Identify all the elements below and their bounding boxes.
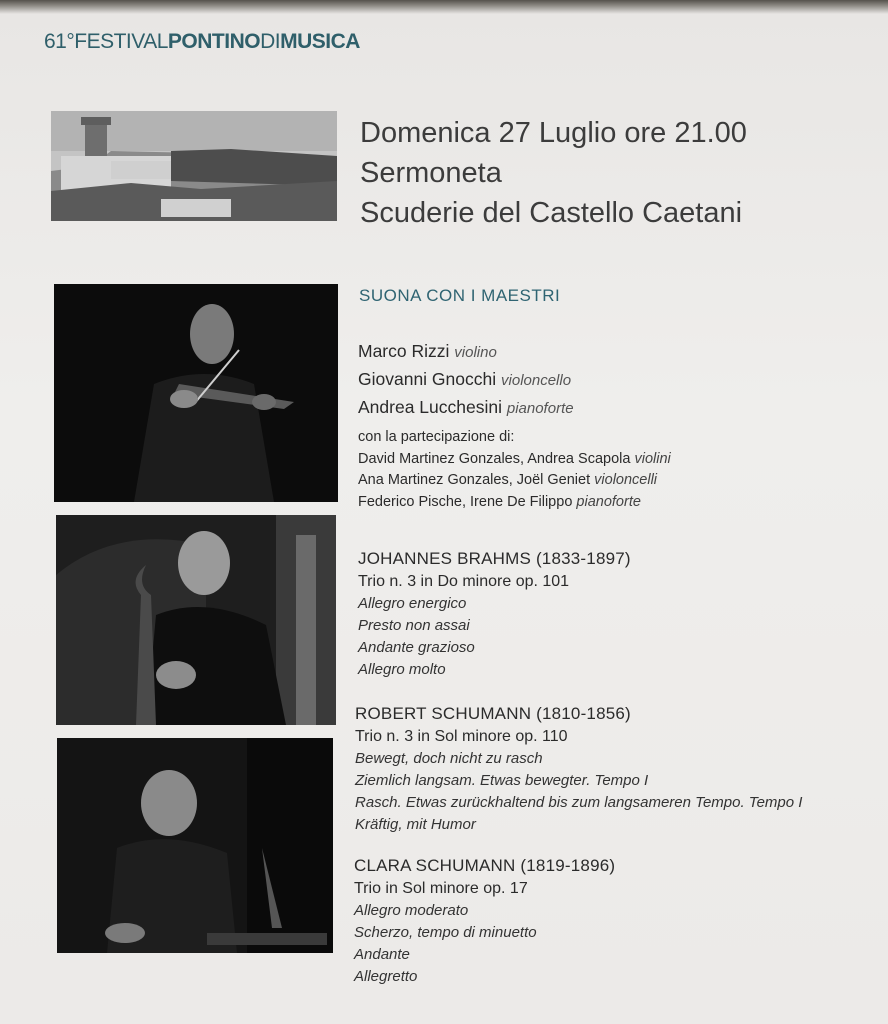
artist-instrument: pianoforte bbox=[506, 400, 574, 417]
program-clara-schumann bbox=[354, 854, 615, 988]
cellist-photo bbox=[56, 515, 336, 725]
event-date: Domenica 27 Luglio ore 21.00 bbox=[360, 117, 747, 149]
series-title: SUONA CON I MAESTRI bbox=[359, 286, 561, 305]
participation bbox=[358, 427, 671, 513]
movement: Allegro energico bbox=[358, 595, 467, 612]
participant-instrument: pianoforte bbox=[576, 493, 641, 510]
event-town: Sermoneta bbox=[360, 157, 502, 189]
artist-name: Marco Rizzi bbox=[358, 341, 450, 361]
artist-name: Andrea Lucchesini bbox=[358, 397, 502, 417]
page-top-shadow bbox=[0, 0, 888, 14]
program-brahms bbox=[358, 547, 631, 681]
violinist-photo bbox=[54, 284, 338, 502]
movement: Allegretto bbox=[354, 968, 418, 985]
work-title: Trio in Sol minore op. 17 bbox=[354, 880, 528, 897]
participation-line bbox=[358, 470, 671, 492]
movement: Allegro molto bbox=[358, 661, 446, 678]
movement: Kräftig, mit Humor bbox=[355, 816, 476, 833]
event-info bbox=[360, 113, 747, 233]
castle-image bbox=[51, 111, 337, 221]
movement: Allegro moderato bbox=[354, 902, 469, 919]
movement: Andante bbox=[354, 946, 410, 963]
program-robert-schumann bbox=[355, 702, 802, 836]
artist-instrument: violino bbox=[454, 344, 497, 361]
festival-number: 61° bbox=[44, 30, 75, 53]
participation-line bbox=[358, 449, 671, 471]
participant-names: David Martinez Gonzales, Andrea Scapola bbox=[358, 450, 631, 467]
movement: Ziemlich langsam. Etwas bewegter. Tempo I bbox=[355, 772, 649, 789]
artists-list bbox=[358, 338, 574, 422]
movement: Scherzo, tempo di minuetto bbox=[354, 924, 537, 941]
movement: Presto non assai bbox=[358, 617, 470, 634]
artist-line bbox=[358, 366, 574, 394]
festival-word-di: DI bbox=[260, 30, 281, 53]
event-venue: Scuderie del Castello Caetani bbox=[360, 197, 743, 229]
composer-name: JOHANNES BRAHMS (1833-1897) bbox=[358, 549, 631, 568]
participant-names: Ana Martinez Gonzales, Joël Geniet bbox=[358, 472, 591, 488]
artist-name: Giovanni Gnocchi bbox=[358, 369, 497, 389]
participation-line bbox=[358, 492, 671, 514]
work-title: Trio n. 3 in Sol minore op. 110 bbox=[355, 728, 568, 745]
movement: Andante grazioso bbox=[358, 639, 475, 656]
festival-word-musica: MUSICA bbox=[280, 30, 360, 53]
work-title: Trio n. 3 in Do minore op. 101 bbox=[358, 573, 570, 590]
participation-intro: con la partecipazione di: bbox=[358, 429, 515, 445]
movement: Rasch. Etwas zurückhaltend bis zum langsameren Tempo. Tempo I bbox=[355, 794, 803, 811]
festival-word-festival: FESTIVAL bbox=[74, 30, 168, 53]
movement: Bewegt, doch nicht zu rasch bbox=[355, 750, 543, 767]
composer-name: CLARA SCHUMANN (1819-1896) bbox=[354, 856, 616, 875]
festival-word-pontino: PONTINO bbox=[167, 30, 261, 53]
festival-header bbox=[44, 30, 360, 54]
participant-instrument: violini bbox=[634, 450, 671, 467]
participant-names: Federico Pische, Irene De Filippo bbox=[358, 493, 573, 510]
pianist-photo bbox=[57, 738, 333, 953]
composer-name: ROBERT SCHUMANN (1810-1856) bbox=[355, 704, 631, 723]
participant-instrument: violoncelli bbox=[594, 472, 658, 488]
artist-line bbox=[358, 338, 574, 366]
artist-line bbox=[358, 394, 574, 422]
artist-instrument: violoncello bbox=[501, 372, 572, 389]
